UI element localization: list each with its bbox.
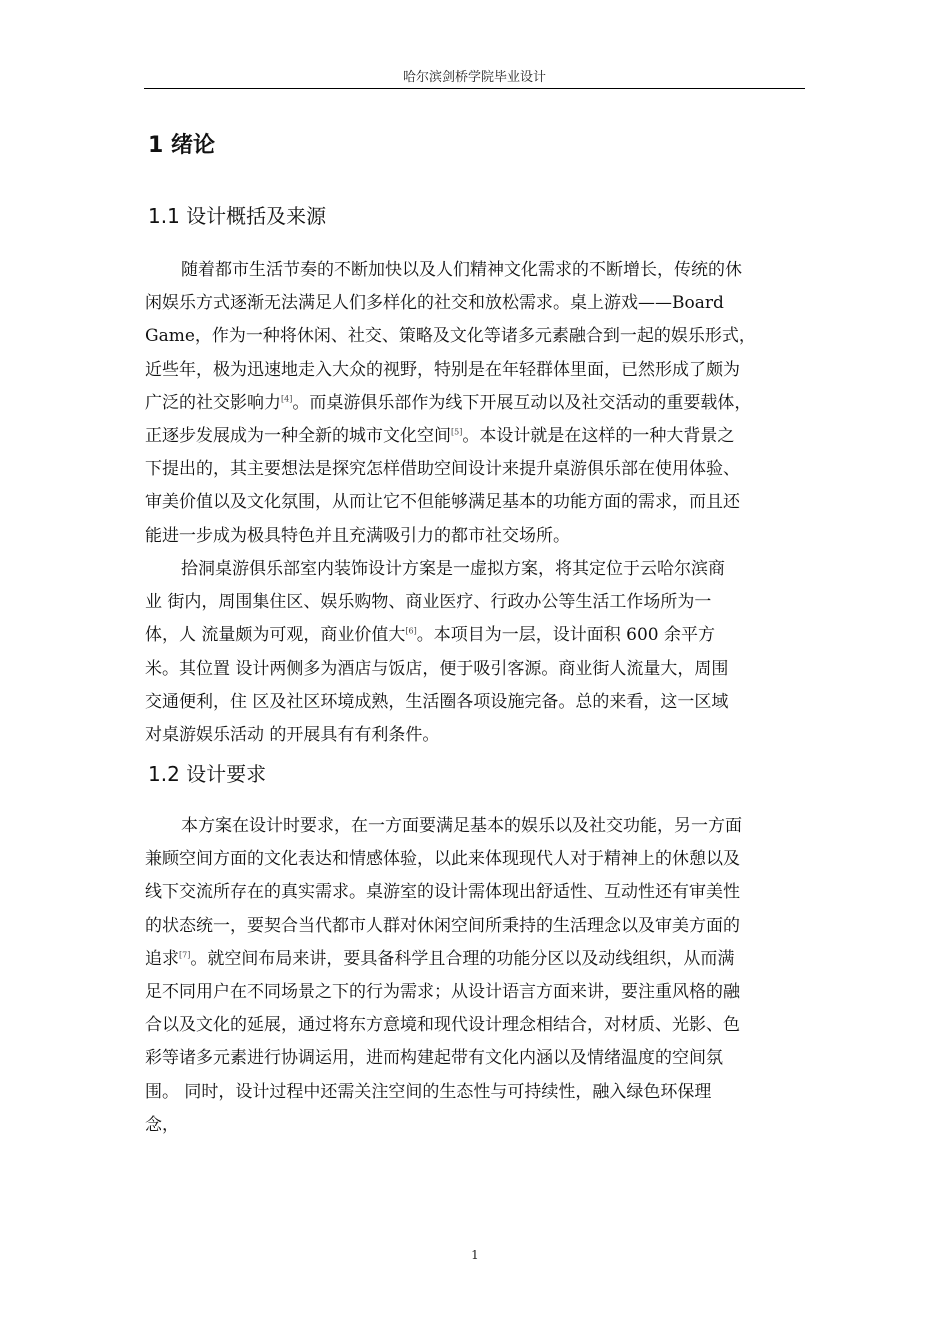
line-text: 合以及文化的延展，通过将东方意境和现代设计理念相结合，对材质、光影、色 <box>145 1015 740 1036</box>
text-line <box>145 1009 807 1042</box>
line-text: 。就空间布局来讲，要具备科学且合理的功能分区以及动线组织，从而满 <box>190 948 735 969</box>
text-line <box>145 520 807 553</box>
text-line <box>145 254 807 287</box>
line-text: 审美价值以及文化氛围，从而让它不但能够满足基本的功能方面的需求，而且还 <box>145 492 740 513</box>
line-text: 交通便利，住 区及社区环境成熟，生活圈各项设施完备。总的来看，这一区域 <box>145 691 729 712</box>
text-line <box>145 976 807 1009</box>
text-line <box>145 553 807 586</box>
line-text: 兼顾空间方面的文化表达和情感体验，以此来体现现代人对于精神上的休憩以及 <box>145 849 740 870</box>
section-1-1-title: 1.1 设计概括及来源 <box>148 204 327 228</box>
line-text: 闲娱乐方式逐渐无法满足人们多样化的社交和放松需求。桌上游戏——Board <box>145 293 724 314</box>
text-line <box>145 1109 807 1142</box>
text-line <box>145 320 807 353</box>
text-line <box>145 453 807 486</box>
line-text: 业 街内，周围集住区、娱乐购物、商业医疗、行政办公等生活工作场所为一 <box>145 592 712 613</box>
page-number: 1 <box>471 1248 479 1262</box>
section-1-2-title: 1.2 设计要求 <box>148 762 267 786</box>
line-text: 正逐步发展成为一种全新的城市文化空间 <box>145 425 451 446</box>
text-line <box>145 619 807 652</box>
text-line <box>145 1042 807 1075</box>
section-1-2-paragraph-1 <box>145 810 807 1142</box>
line-text: 念， <box>145 1114 179 1135</box>
text-line <box>145 486 807 519</box>
text-line <box>145 876 807 909</box>
page-header: 哈尔滨剑桥学院毕业设计 <box>402 70 546 85</box>
chapter-title: 1 绪论 <box>148 133 215 158</box>
line-text: 下提出的，其主要想法是探究怎样借助空间设计来提升桌游俱乐部在使用体验、 <box>145 459 740 480</box>
text-line <box>145 843 807 876</box>
line-text: 围。 同时，设计过程中还需关注空间的生态性与可持续性，融入绿色环保理 <box>145 1081 712 1102</box>
line-text: 米。其位置 设计两侧多为酒店与饭店，便于吸引客源。商业街人流量大，周围 <box>145 658 729 679</box>
line-text: 。本项目为一层，设计面积 600 余平方 <box>416 625 716 646</box>
text-line <box>145 810 807 843</box>
text-line <box>145 686 807 719</box>
text-line <box>145 586 807 619</box>
text-line <box>145 354 807 387</box>
text-line <box>145 719 807 752</box>
line-text: 线下交流所存在的真实需求。桌游室的设计需体现出舒适性、互动性还有审美性 <box>145 882 740 903</box>
text-line <box>145 1076 807 1109</box>
line-text: 足不同用户在不同场景之下的行为需求；从设计语言方面来讲，要注重风格的融 <box>145 981 740 1002</box>
text-line <box>145 910 807 943</box>
line-text: 追求 <box>145 948 179 969</box>
line-text: 彩等诸多元素进行协调运用，进而构建起带有文化内涵以及情绪温度的空间氛 <box>145 1048 723 1069</box>
line-text: 对桌游娱乐活动 的开展具有有利条件。 <box>145 724 440 745</box>
section-1-1-paragraph-1 <box>145 254 807 553</box>
line-text: 拾洞桌游俱乐部室内装饰设计方案是一虚拟方案，将其定位于云哈尔滨商 <box>181 559 725 579</box>
section-1-1-paragraph-2 <box>145 553 807 752</box>
header-divider <box>144 88 805 89</box>
line-text: Game，作为一种将休闲、社交、策略及文化等诸多元素融合到一起的娱乐形式， <box>145 326 756 347</box>
line-text: 的状态统一，要契合当代都市人群对休闲空间所秉持的生活理念以及审美方面的 <box>145 915 740 936</box>
line-text: 体，人 流量颇为可观，商业价值大 <box>145 625 406 646</box>
line-text: 。而桌游俱乐部作为线下开展互动以及社交活动的重要载体， <box>292 392 752 413</box>
text-line <box>145 943 807 976</box>
line-text: 。本设计就是在这样的一种大背景之 <box>462 425 735 446</box>
citation-ref: [5] <box>451 427 463 437</box>
text-line <box>145 653 807 686</box>
citation-ref: [7] <box>179 950 191 960</box>
citation-ref: [6] <box>405 626 417 636</box>
line-text: 本方案在设计时要求，在一方面要满足基本的娱乐以及社交功能，另一方面 <box>181 816 742 836</box>
text-line <box>145 287 807 320</box>
line-text: 广泛的社交影响力 <box>145 392 281 413</box>
line-text: 能进一步成为极具特色并且充满吸引力的都市社交场所。 <box>145 525 570 546</box>
text-line <box>145 387 807 420</box>
text-line <box>145 420 807 453</box>
line-text: 随着都市生活节奏的不断加快以及人们精神文化需求的不断增长，传统的休 <box>181 260 742 280</box>
line-text: 近些年，极为迅速地走入大众的视野，特别是在年轻群体里面，已然形成了颇为 <box>145 359 740 380</box>
citation-ref: [4] <box>281 394 293 404</box>
